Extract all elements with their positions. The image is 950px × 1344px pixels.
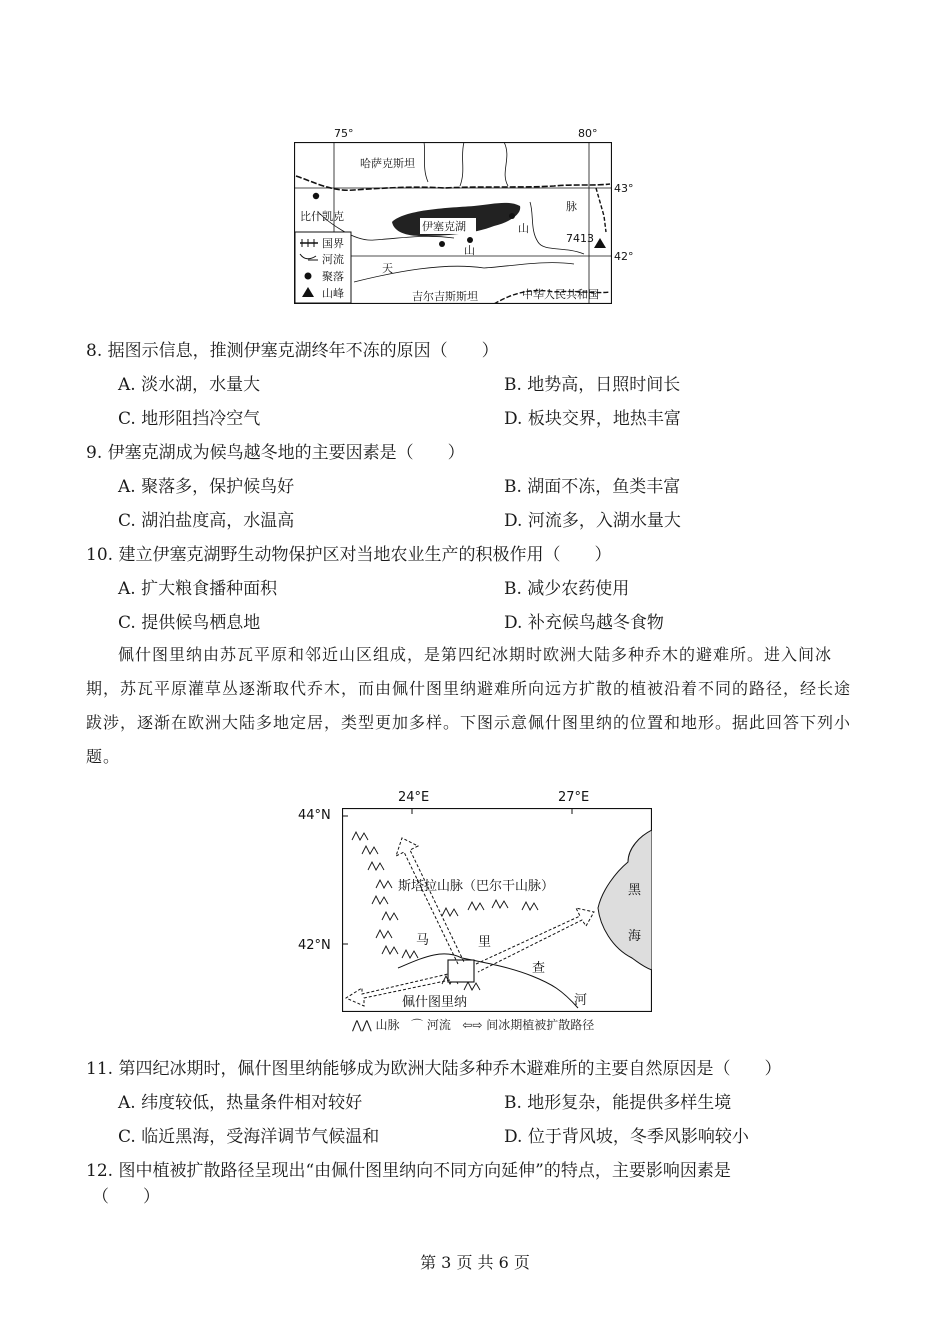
- label-ma: 马: [416, 933, 430, 948]
- legend-mountain-label: 山脉: [375, 1018, 400, 1032]
- label-bishkek: 比什凯克: [300, 210, 344, 223]
- q9-option-d[interactable]: D. 河流多，入湖水量大: [504, 511, 681, 531]
- label-stara-planina: 斯塔拉山脉（巴尔干山脉）: [398, 879, 555, 894]
- mountain-icon: ⋀⋀: [352, 1018, 372, 1032]
- label-mai: 脉: [566, 200, 577, 213]
- label-black-1: 黑: [628, 883, 642, 898]
- q10-option-d[interactable]: D. 补充候鸟越冬食物: [504, 613, 664, 633]
- dispersal-arrow-icon: ⇦⇨: [462, 1018, 483, 1032]
- q11-option-c[interactable]: C. 临近黑海，受海洋调节气候温和: [118, 1127, 380, 1147]
- peshturina-map: [342, 808, 652, 1012]
- label-black-2: 海: [628, 929, 642, 944]
- q9-option-c[interactable]: C. 湖泊盐度高，水温高: [118, 511, 295, 531]
- legend-path-label: 间冰期植被扩散路径: [486, 1018, 595, 1032]
- legend-river-label-2: 河流: [426, 1018, 451, 1032]
- label-issyk-kul: 伊塞克湖: [422, 220, 466, 233]
- page-footer: 第 3 页 共 6 页: [420, 1253, 530, 1272]
- label-he: 河: [574, 993, 588, 1008]
- question-12: 12. 图中植被扩散路径呈现出“由佩什图里纳向不同方向延伸”的特点，主要影响因素是: [86, 1161, 731, 1181]
- q8-option-c[interactable]: C. 地形阻挡冷空气: [118, 409, 261, 429]
- legend-peak-label: 山峰: [322, 287, 344, 300]
- map2-lat-42n: 42°N: [298, 938, 331, 953]
- legend-border-label: 国界: [322, 237, 344, 250]
- map1-lon-right: 80°: [578, 127, 598, 140]
- q10-option-c[interactable]: C. 提供候鸟栖息地: [118, 613, 261, 633]
- q8-option-b[interactable]: B. 地势高，日照时间长: [504, 375, 681, 395]
- map2-lon-24e: 24°E: [398, 790, 430, 805]
- map1-lon-left: 75°: [334, 127, 354, 140]
- label-kyrgyzstan: 吉尔吉斯斯坦: [412, 290, 478, 303]
- legend-settlement-label: 聚落: [322, 270, 344, 283]
- question-11: 11. 第四纪冰期时，佩什图里纳能够成为欧洲大陆多种乔木避难所的主要自然原因是（ ）: [86, 1059, 782, 1079]
- label-shan-2: 山: [464, 244, 475, 257]
- legend-river-label: 河流: [322, 253, 344, 266]
- question-12-blank: （ ）: [92, 1187, 160, 1207]
- q8-option-a[interactable]: A. 淡水湖，水量大: [118, 375, 261, 395]
- q10-option-a[interactable]: A. 扩大粮食播种面积: [118, 579, 278, 599]
- label-kazakhstan: 哈萨克斯坦: [360, 157, 415, 170]
- passage-text: 佩什图里纳由苏瓦平原和邻近山区组成，是第四纪冰期时欧洲大陆多种乔木的避难所。进入间冰期，苏瓦平原灌草丛逐渐取代乔木，而由佩什图里纳避难所向远方扩散的植被沿着不同的路径，经长途跋涉，逐渐在欧洲大陆多地定居，类型更加多样。下图示意佩什图里纳的位置和地形。据此回答下列小题。: [86, 645, 852, 766]
- issyk-kul-map: [294, 142, 612, 304]
- q10-option-b[interactable]: B. 减少农药使用: [504, 579, 630, 599]
- label-peshturina: 佩什图里纳: [402, 995, 468, 1010]
- question-9: 9. 伊塞克湖成为候鸟越冬地的主要因素是（ ）: [86, 443, 465, 463]
- label-shan-1: 山: [518, 222, 529, 235]
- label-china: 中华人民共和国: [522, 288, 599, 301]
- q11-option-a[interactable]: A. 纬度较低，热量条件相对较好: [118, 1093, 363, 1113]
- map1-lat-bottom: 42°: [614, 250, 634, 263]
- river-icon: ⌒: [410, 1018, 423, 1032]
- question-10: 10. 建立伊塞克湖野生动物保护区对当地农业生产的积极作用（ ）: [86, 545, 612, 565]
- label-cha: 查: [532, 961, 546, 976]
- q11-option-b[interactable]: B. 地形复杂，能提供多样生境: [504, 1093, 732, 1113]
- question-8: 8. 据图示信息，推测伊塞克湖终年不冻的原因（ ）: [86, 341, 499, 361]
- q9-option-b[interactable]: B. 湖面不冻，鱼类丰富: [504, 477, 681, 497]
- label-tian: 天: [382, 262, 393, 275]
- map1-lat-top: 43°: [614, 182, 634, 195]
- map2-legend: [352, 1016, 594, 1033]
- label-li: 里: [478, 935, 492, 950]
- map2-lon-27e: 27°E: [558, 790, 590, 805]
- legend-settlement-icon: [305, 273, 312, 280]
- q9-option-a[interactable]: A. 聚落多，保护候鸟好: [118, 477, 295, 497]
- map2-lat-44n: 44°N: [298, 808, 331, 823]
- q11-option-d[interactable]: D. 位于背风坡，冬季风影响较小: [504, 1127, 749, 1147]
- q8-option-d[interactable]: D. 板块交界，地热丰富: [504, 409, 681, 429]
- reading-passage: [86, 638, 856, 774]
- label-peak-height: 7413: [566, 232, 594, 245]
